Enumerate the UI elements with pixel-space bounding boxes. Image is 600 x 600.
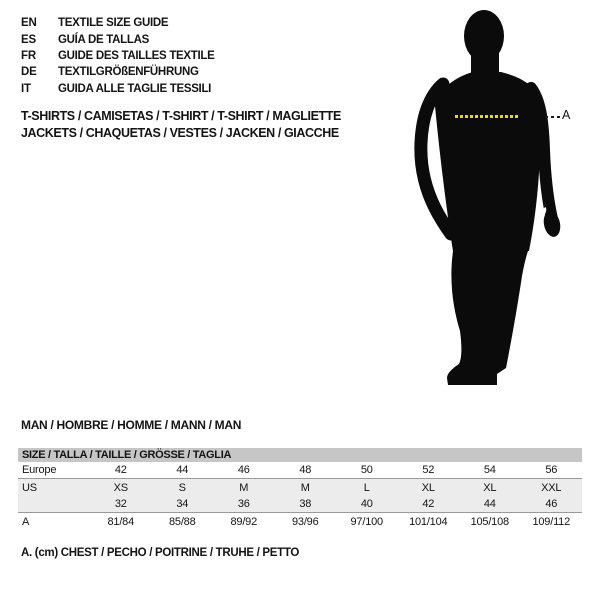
size-cell: 52 — [422, 464, 435, 476]
language-row-en — [21, 15, 215, 31]
language-row-fr — [21, 48, 215, 64]
man-silhouette-svg — [413, 8, 563, 392]
size-cell: 105/108 — [470, 515, 509, 528]
language-code: ES — [21, 33, 36, 46]
man-silhouette — [413, 8, 563, 392]
size-cell: S — [178, 481, 186, 494]
size-cell: 97/100 — [350, 515, 383, 528]
language-row-it — [21, 81, 215, 97]
table-row-europe — [18, 462, 582, 479]
row-label: US — [22, 481, 37, 494]
size-cell: 44 — [176, 464, 189, 476]
language-row-de — [21, 64, 215, 80]
size-cell: 56 — [545, 464, 558, 476]
size-cell: 44 — [483, 498, 496, 510]
size-cell: M — [239, 481, 249, 494]
language-label: GUIDA ALLE TAGLIE TESSILI — [58, 82, 212, 95]
row-label: Europe — [22, 464, 57, 476]
size-cell: 50 — [360, 464, 373, 476]
language-label: TEXTILGRÖßENFÜHRUNG — [58, 66, 199, 79]
chest-measure-leader-dashes — [545, 116, 560, 118]
section-title-man: MAN / HOMBRE / HOMME / MANN / MAN — [21, 418, 242, 432]
chest-measure-label: A — [562, 108, 571, 122]
language-code: IT — [21, 82, 31, 95]
chest-measure-dotted-line — [455, 115, 519, 118]
size-cell: 46 — [545, 498, 558, 510]
size-cell: 34 — [176, 498, 189, 510]
size-cell: 93/96 — [291, 515, 319, 528]
row-label: A — [22, 515, 30, 528]
size-table-header: SIZE / TALLA / TAILLE / GRÖSSE / TAGLIA — [18, 448, 582, 462]
category-line-jackets: JACKETS / CHAQUETAS / VESTES / JACKEN / GIACCHE — [21, 126, 339, 140]
size-cell: 85/88 — [168, 515, 196, 528]
size-cell: 81/84 — [107, 515, 135, 528]
size-cell: 109/112 — [532, 515, 571, 528]
language-label: TEXTILE SIZE GUIDE — [58, 17, 169, 30]
size-cell: 36 — [237, 498, 250, 510]
category-line-tshirts: T-SHIRTS / CAMISETAS / T-SHIRT / T-SHIRT / MAGLIETTE — [21, 109, 341, 123]
measurement-footnote: A. (cm) CHEST / PECHO / POITRINE / TRUHE / PETTO — [21, 547, 300, 559]
size-cell: 42 — [114, 464, 127, 476]
size-table — [18, 448, 582, 530]
language-row-es — [21, 31, 215, 47]
size-cell: 32 — [114, 498, 127, 510]
size-cell: 101/104 — [409, 515, 448, 528]
language-label: GUÍA DE TALLAS — [58, 33, 149, 46]
size-table-body — [18, 462, 582, 530]
table-row-a — [18, 513, 582, 530]
language-code: EN — [21, 17, 37, 30]
size-cell: 38 — [299, 498, 312, 510]
language-code: FR — [21, 49, 36, 62]
size-cell: L — [363, 481, 370, 494]
size-cell: 42 — [422, 498, 435, 510]
size-cell: 54 — [483, 464, 496, 476]
language-label: GUIDE DES TAILLES TEXTILE — [58, 49, 215, 62]
language-code: DE — [21, 66, 37, 79]
size-cell: XL — [483, 481, 497, 494]
size-cell: XS — [113, 481, 128, 494]
table-row-row2 — [18, 496, 582, 513]
size-cell: M — [300, 481, 310, 494]
size-cell: XXL — [541, 481, 562, 494]
size-cell: 46 — [237, 464, 250, 476]
size-cell: 40 — [360, 498, 373, 510]
table-row-us — [18, 479, 582, 496]
category-titles — [21, 108, 341, 142]
size-cell: 89/92 — [230, 515, 258, 528]
language-list — [21, 15, 215, 97]
size-cell: 48 — [299, 464, 312, 476]
size-cell: XL — [421, 481, 435, 494]
